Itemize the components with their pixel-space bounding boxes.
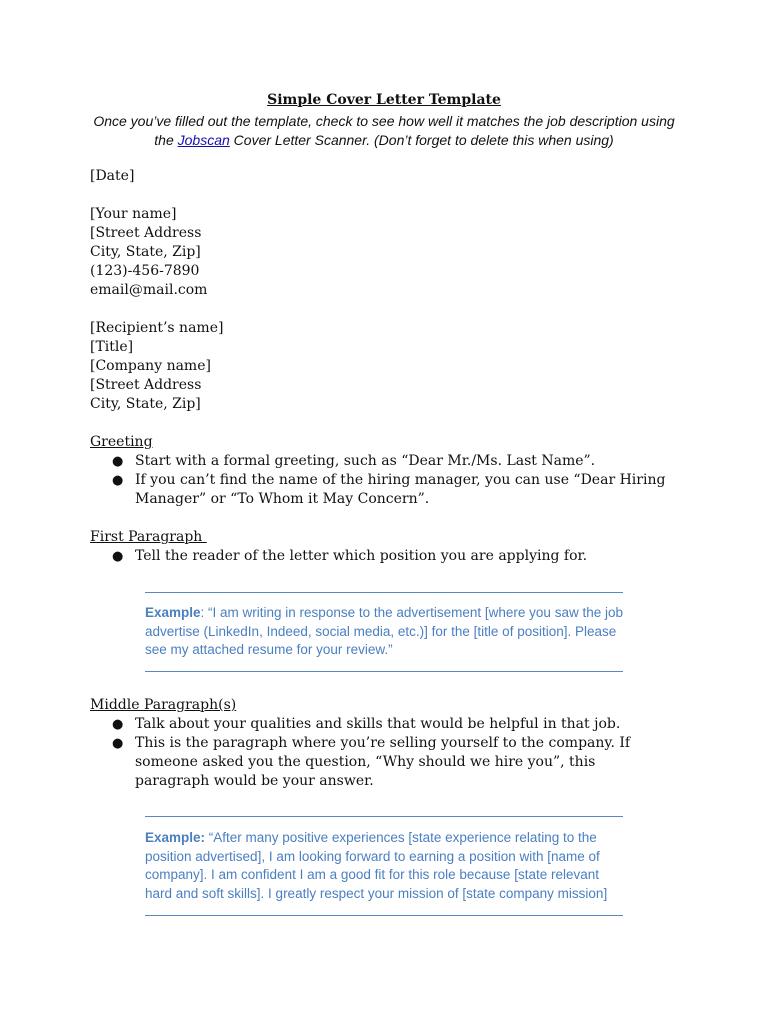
bullet-icon: ● [112, 736, 124, 751]
example-text: “After many positive experiences [state experience relating to the position advertised], I am looking forward to earning a position with [name of company]. I am confident I am a good fit for this role because [state relevant hard and soft skills]. I greatly respect your mission of [state company mission] [145, 830, 608, 901]
first-paragraph-example-box [145, 592, 623, 672]
greeting-heading: Greeting [90, 434, 153, 450]
recipient-company: [Company name] [90, 358, 211, 374]
list-item [90, 471, 670, 509]
date-line: [Date] [90, 168, 135, 184]
jobscan-link[interactable]: Jobscan [177, 132, 230, 148]
bullet-text: Start with a formal greeting, such as “Dear Mr./Ms. Last Name”. [135, 453, 596, 469]
list-item [90, 715, 670, 734]
greeting-bullet-list [90, 452, 670, 509]
recipient-title: [Title] [90, 339, 134, 355]
example-label: Example [145, 605, 201, 620]
list-item [90, 547, 670, 566]
first-paragraph-bullet-list [90, 547, 670, 566]
bullet-text: Tell the reader of the letter which position you are applying for. [135, 548, 588, 564]
bullet-icon: ● [112, 473, 124, 488]
sender-street: [Street Address [90, 225, 202, 241]
middle-paragraph-bullet-list [90, 715, 670, 791]
middle-paragraph-example-box [145, 816, 623, 916]
example-label: Example: [145, 830, 206, 845]
intro-text-start: Once you’ve filled out the template, check to see how well it matches the job description using the [93, 113, 675, 148]
bullet-icon: ● [112, 454, 124, 469]
first-paragraph-heading: First Paragraph [90, 529, 207, 545]
example-text: : “I am writing in response to the advertisement [where you saw the job advertise (LinkedIn, Indeed, social media, etc.)] for the [title of position]. Please see my attached resume for your review.” [145, 605, 623, 657]
recipient-city: City, State, Zip] [90, 396, 201, 412]
list-item [90, 734, 670, 791]
intro-text-end: Cover Letter Scanner. (Don’t forget to delete this when using) [229, 132, 614, 148]
intro-note [90, 112, 678, 150]
bullet-text: If you can’t find the name of the hiring manager, you can use “Dear Hiring Manager” or “To Whom it May Concern”. [135, 472, 666, 507]
bullet-text: This is the paragraph where you’re selling yourself to the company. If someone asked you the question, “Why should we hire you”, this paragraph would be your answer. [135, 735, 631, 789]
recipient-street: [Street Address [90, 377, 202, 393]
sender-city: City, State, Zip] [90, 244, 201, 260]
sender-name: [Your name] [90, 206, 177, 222]
middle-paragraph-heading: Middle Paragraph(s) [90, 697, 237, 713]
sender-phone: (123)-456-7890 [90, 263, 200, 279]
document-title: Simple Cover Letter Template [267, 92, 501, 108]
bullet-text: Talk about your qualities and skills that would be helpful in that job. [135, 716, 621, 732]
bullet-icon: ● [112, 717, 124, 732]
recipient-name: [Recipient’s name] [90, 320, 224, 336]
list-item [90, 452, 670, 471]
sender-email: email@mail.com [90, 282, 208, 298]
bullet-icon: ● [112, 549, 124, 564]
